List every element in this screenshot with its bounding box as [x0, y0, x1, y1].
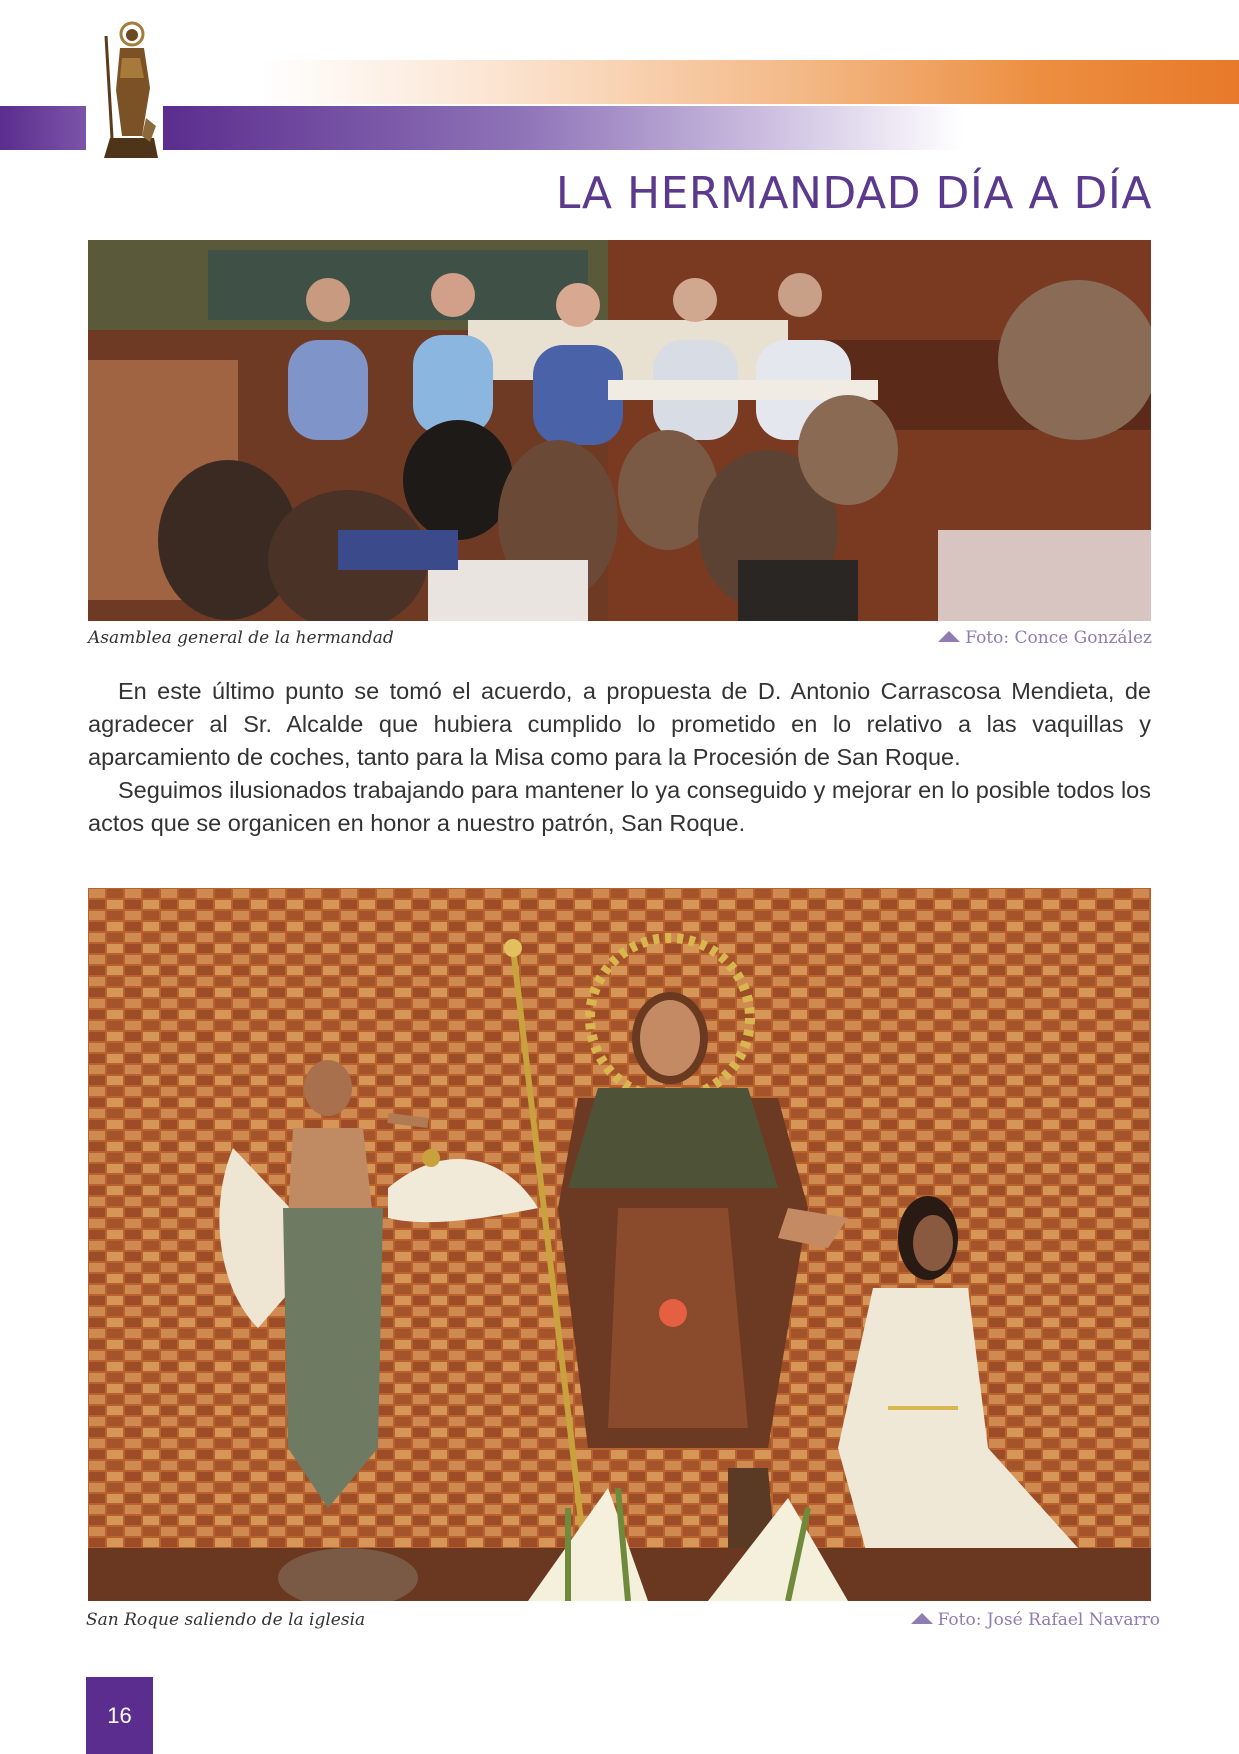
san-roque-statue-logo — [92, 18, 162, 162]
paragraph: Seguimos ilusionados trabajando para mantener lo ya conseguido y mejorar en lo posible todos los actos que se organicen en honor a nuestro patrón, San Roque. — [88, 777, 1151, 836]
article-body — [88, 675, 1151, 840]
page-number-text: 16 — [107, 1702, 132, 1728]
photo-caption: San Roque saliendo de la iglesia — [86, 1610, 366, 1630]
san-roque-photo — [88, 888, 1151, 1601]
page-number — [86, 1677, 153, 1754]
photo-credit — [911, 1610, 1160, 1630]
assembly-photo — [88, 240, 1151, 621]
photo-caption: Asamblea general de la hermandad — [88, 628, 394, 648]
photo-credit-text: Foto: Conce González — [965, 628, 1152, 648]
section-title: LA HERMANDAD DÍA A DÍA — [555, 168, 1152, 219]
triangle-icon — [938, 631, 960, 642]
photo-credit — [938, 628, 1152, 648]
photo-credit-text: Foto: José Rafael Navarro — [937, 1610, 1160, 1630]
paragraph: En este último punto se tomó el acuerdo, a propuesta de D. Antonio Carrascosa Mendieta, de agradecer al Sr. Alcalde que hubiera cumplido lo prometido en lo relativo a las vaquillas y aparcamiento de coches, tanto para la Misa como para la Procesión de San Roque. — [88, 678, 1151, 770]
header-purple-band — [163, 106, 963, 150]
header-purple-tab — [0, 106, 86, 150]
header-orange-band — [262, 60, 1239, 104]
triangle-icon — [911, 1613, 933, 1624]
